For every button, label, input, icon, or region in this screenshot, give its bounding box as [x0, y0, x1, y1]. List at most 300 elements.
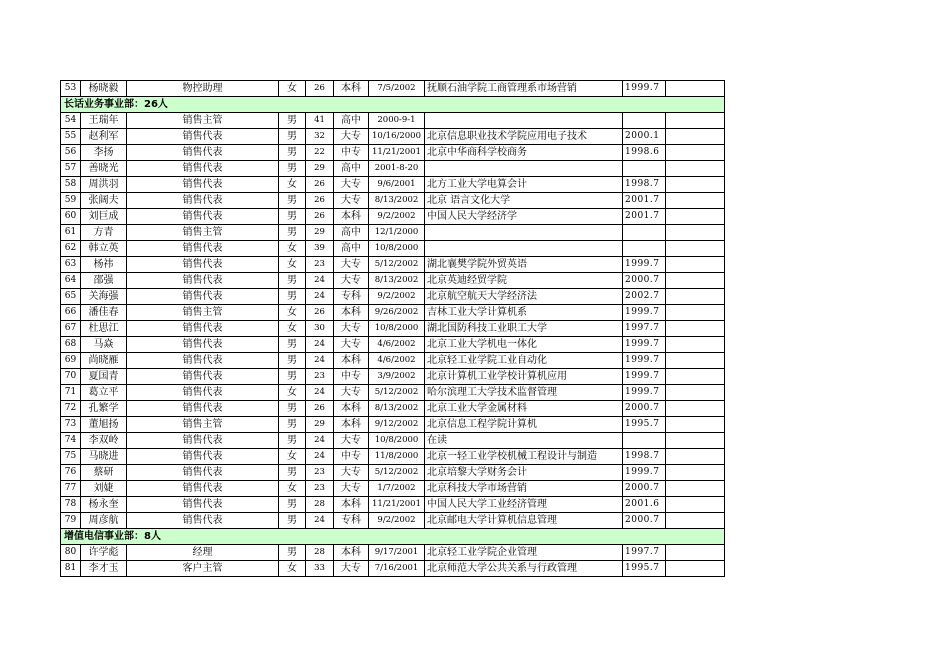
graduation-date-cell[interactable]: 2000.1 — [623, 129, 666, 145]
employee-name-cell[interactable]: 许学彪 — [81, 545, 127, 561]
empty-cell[interactable] — [666, 321, 725, 337]
school-major-cell[interactable]: 北京计算机工业学校计算机应用 — [425, 369, 623, 385]
gender-cell[interactable]: 男 — [279, 545, 306, 561]
job-title-cell[interactable]: 销售代表 — [127, 257, 279, 273]
education-level-cell[interactable]: 大专 — [334, 337, 369, 353]
gender-cell[interactable]: 女 — [279, 321, 306, 337]
job-title-cell[interactable]: 销售代表 — [127, 129, 279, 145]
job-title-cell[interactable]: 销售代表 — [127, 513, 279, 529]
job-title-cell[interactable]: 销售代表 — [127, 209, 279, 225]
age-cell[interactable]: 41 — [306, 113, 334, 129]
hire-date-cell[interactable]: 10/8/2000 — [369, 321, 425, 337]
gender-cell[interactable]: 男 — [279, 113, 306, 129]
gender-cell[interactable]: 男 — [279, 161, 306, 177]
school-major-cell[interactable]: 在读 — [425, 433, 623, 449]
job-title-cell[interactable]: 销售代表 — [127, 401, 279, 417]
job-title-cell[interactable]: 销售代表 — [127, 465, 279, 481]
employee-name-cell[interactable]: 尚晓雁 — [81, 353, 127, 369]
graduation-date-cell[interactable]: 1997.7 — [623, 545, 666, 561]
table-row — [61, 561, 725, 577]
employee-name-cell[interactable]: 杨祎 — [81, 257, 127, 273]
education-level-cell[interactable]: 本科 — [334, 401, 369, 417]
graduation-date-cell[interactable]: 2000.7 — [623, 273, 666, 289]
empty-cell[interactable] — [666, 193, 725, 209]
age-cell[interactable]: 22 — [306, 145, 334, 161]
hire-date-cell[interactable]: 9/26/2002 — [369, 305, 425, 321]
graduation-date-cell[interactable]: 1995.7 — [623, 561, 666, 577]
education-level-cell[interactable]: 本科 — [334, 81, 369, 97]
hire-date-cell[interactable]: 2001-8-20 — [369, 161, 425, 177]
gender-cell[interactable]: 女 — [279, 257, 306, 273]
empty-cell[interactable] — [666, 433, 725, 449]
empty-cell[interactable] — [666, 81, 725, 97]
job-title-cell[interactable]: 销售主管 — [127, 417, 279, 433]
age-cell[interactable]: 23 — [306, 465, 334, 481]
school-major-cell[interactable]: 北京师范大学公共关系与行政管理 — [425, 561, 623, 577]
employee-name-cell[interactable]: 王瑞年 — [81, 113, 127, 129]
graduation-date-cell[interactable] — [623, 225, 666, 241]
empty-cell[interactable] — [666, 305, 725, 321]
school-major-cell[interactable]: 北京 语言文化大学 — [425, 193, 623, 209]
empty-cell[interactable] — [666, 113, 725, 129]
age-cell[interactable]: 24 — [306, 273, 334, 289]
graduation-date-cell[interactable] — [623, 433, 666, 449]
education-level-cell[interactable]: 大专 — [334, 561, 369, 577]
row-number-cell[interactable]: 79 — [61, 513, 81, 529]
education-level-cell[interactable]: 本科 — [334, 305, 369, 321]
school-major-cell[interactable]: 北京航空航天大学经济法 — [425, 289, 623, 305]
empty-cell[interactable] — [666, 465, 725, 481]
row-number-cell[interactable]: 77 — [61, 481, 81, 497]
employee-name-cell[interactable]: 马晓进 — [81, 449, 127, 465]
age-cell[interactable]: 24 — [306, 513, 334, 529]
row-number-cell[interactable]: 72 — [61, 401, 81, 417]
job-title-cell[interactable]: 销售代表 — [127, 481, 279, 497]
gender-cell[interactable]: 男 — [279, 193, 306, 209]
hire-date-cell[interactable]: 1/7/2002 — [369, 481, 425, 497]
empty-cell[interactable] — [666, 177, 725, 193]
row-number-cell[interactable]: 62 — [61, 241, 81, 257]
age-cell[interactable]: 33 — [306, 561, 334, 577]
job-title-cell[interactable]: 销售主管 — [127, 113, 279, 129]
job-title-cell[interactable]: 销售代表 — [127, 497, 279, 513]
school-major-cell[interactable]: 北京工业大学金属材料 — [425, 401, 623, 417]
education-level-cell[interactable]: 本科 — [334, 209, 369, 225]
table-row — [61, 385, 725, 401]
table-row — [61, 497, 725, 513]
school-major-cell[interactable]: 北京信息工程学院计算机 — [425, 417, 623, 433]
education-level-cell[interactable]: 高中 — [334, 241, 369, 257]
hire-date-cell[interactable]: 4/6/2002 — [369, 353, 425, 369]
gender-cell[interactable]: 男 — [279, 145, 306, 161]
education-level-cell[interactable]: 大专 — [334, 129, 369, 145]
education-level-cell[interactable]: 大专 — [334, 321, 369, 337]
school-major-cell[interactable]: 北京一轻工业学校机械工程设计与制造 — [425, 449, 623, 465]
graduation-date-cell[interactable]: 1999.7 — [623, 369, 666, 385]
education-level-cell[interactable]: 大专 — [334, 257, 369, 273]
job-title-cell[interactable]: 销售代表 — [127, 273, 279, 289]
age-cell[interactable]: 23 — [306, 481, 334, 497]
employee-name-cell[interactable]: 周洪羽 — [81, 177, 127, 193]
row-number-cell[interactable]: 66 — [61, 305, 81, 321]
age-cell[interactable]: 26 — [306, 401, 334, 417]
hire-date-cell[interactable]: 10/16/2000 — [369, 129, 425, 145]
job-title-cell[interactable]: 销售代表 — [127, 353, 279, 369]
school-major-cell[interactable]: 湖北襄樊学院外贸英语 — [425, 257, 623, 273]
school-major-cell[interactable]: 抚顺石油学院工商管理系市场营销 — [425, 81, 623, 97]
age-cell[interactable]: 26 — [306, 177, 334, 193]
education-level-cell[interactable]: 大专 — [334, 433, 369, 449]
empty-cell[interactable] — [666, 209, 725, 225]
hire-date-cell[interactable]: 5/12/2002 — [369, 385, 425, 401]
empty-cell[interactable] — [666, 561, 725, 577]
school-major-cell[interactable]: 北京邮电大学计算机信息管理 — [425, 513, 623, 529]
graduation-date-cell[interactable] — [623, 161, 666, 177]
employee-name-cell[interactable]: 葛立平 — [81, 385, 127, 401]
school-major-cell[interactable] — [425, 241, 623, 257]
table-row — [61, 369, 725, 385]
gender-cell[interactable]: 男 — [279, 417, 306, 433]
table-row — [61, 481, 725, 497]
empty-cell[interactable] — [666, 241, 725, 257]
job-title-cell[interactable]: 经理 — [127, 545, 279, 561]
school-major-cell[interactable]: 北京英迪经贸学院 — [425, 273, 623, 289]
hire-date-cell[interactable]: 8/13/2002 — [369, 273, 425, 289]
job-title-cell[interactable]: 销售代表 — [127, 369, 279, 385]
employee-name-cell[interactable]: 董旭扬 — [81, 417, 127, 433]
job-title-cell[interactable]: 销售代表 — [127, 385, 279, 401]
gender-cell[interactable]: 男 — [279, 433, 306, 449]
education-level-cell[interactable]: 本科 — [334, 545, 369, 561]
graduation-date-cell[interactable]: 1995.7 — [623, 417, 666, 433]
age-cell[interactable]: 26 — [306, 193, 334, 209]
employee-name-cell[interactable]: 孔繁学 — [81, 401, 127, 417]
empty-cell[interactable] — [666, 129, 725, 145]
hire-date-cell[interactable]: 10/8/2000 — [369, 433, 425, 449]
graduation-date-cell[interactable]: 1997.7 — [623, 321, 666, 337]
age-cell[interactable]: 24 — [306, 433, 334, 449]
education-level-cell[interactable]: 高中 — [334, 225, 369, 241]
hire-date-cell[interactable]: 7/5/2002 — [369, 81, 425, 97]
row-number-cell[interactable]: 80 — [61, 545, 81, 561]
hire-date-cell[interactable]: 9/2/2002 — [369, 289, 425, 305]
job-title-cell[interactable]: 销售代表 — [127, 321, 279, 337]
age-cell[interactable]: 24 — [306, 289, 334, 305]
gender-cell[interactable]: 女 — [279, 561, 306, 577]
row-number-cell[interactable]: 63 — [61, 257, 81, 273]
school-major-cell[interactable]: 北京科技大学市场营销 — [425, 481, 623, 497]
empty-cell[interactable] — [666, 401, 725, 417]
age-cell[interactable]: 23 — [306, 257, 334, 273]
job-title-cell[interactable]: 销售主管 — [127, 305, 279, 321]
row-number-cell[interactable]: 58 — [61, 177, 81, 193]
job-title-cell[interactable]: 销售代表 — [127, 337, 279, 353]
education-level-cell[interactable]: 大专 — [334, 465, 369, 481]
employee-name-cell[interactable]: 杨永奎 — [81, 497, 127, 513]
employee-name-cell[interactable]: 刘婕 — [81, 481, 127, 497]
age-cell[interactable]: 26 — [306, 305, 334, 321]
hire-date-cell[interactable]: 3/9/2002 — [369, 369, 425, 385]
gender-cell[interactable]: 男 — [279, 513, 306, 529]
age-cell[interactable]: 24 — [306, 337, 334, 353]
gender-cell[interactable]: 女 — [279, 177, 306, 193]
graduation-date-cell[interactable]: 2000.7 — [623, 481, 666, 497]
age-cell[interactable]: 24 — [306, 385, 334, 401]
gender-cell[interactable]: 女 — [279, 305, 306, 321]
hire-date-cell[interactable]: 9/2/2002 — [369, 209, 425, 225]
employee-name-cell[interactable]: 潘佳春 — [81, 305, 127, 321]
hire-date-cell[interactable]: 8/13/2002 — [369, 401, 425, 417]
department-label[interactable]: 长话业务事业部：26人 — [61, 97, 725, 113]
gender-cell[interactable]: 男 — [279, 353, 306, 369]
education-level-cell[interactable]: 大专 — [334, 385, 369, 401]
hire-date-cell[interactable]: 10/8/2000 — [369, 241, 425, 257]
education-level-cell[interactable]: 大专 — [334, 273, 369, 289]
graduation-date-cell[interactable]: 2000.7 — [623, 513, 666, 529]
row-number-cell[interactable]: 70 — [61, 369, 81, 385]
row-number-cell[interactable]: 65 — [61, 289, 81, 305]
gender-cell[interactable]: 男 — [279, 465, 306, 481]
school-major-cell[interactable]: 北方工业大学电算会计 — [425, 177, 623, 193]
row-number-cell[interactable]: 67 — [61, 321, 81, 337]
graduation-date-cell[interactable]: 1999.7 — [623, 337, 666, 353]
table-row — [61, 129, 725, 145]
row-number-cell[interactable]: 61 — [61, 225, 81, 241]
education-level-cell[interactable]: 本科 — [334, 497, 369, 513]
hire-date-cell[interactable]: 8/13/2002 — [369, 193, 425, 209]
row-number-cell[interactable]: 75 — [61, 449, 81, 465]
row-number-cell[interactable]: 78 — [61, 497, 81, 513]
gender-cell[interactable]: 男 — [279, 273, 306, 289]
education-level-cell[interactable]: 专科 — [334, 289, 369, 305]
empty-cell[interactable] — [666, 385, 725, 401]
empty-cell[interactable] — [666, 545, 725, 561]
education-level-cell[interactable]: 本科 — [334, 417, 369, 433]
age-cell[interactable]: 23 — [306, 369, 334, 385]
school-major-cell[interactable]: 北京工业大学机电一体化 — [425, 337, 623, 353]
row-number-cell[interactable]: 56 — [61, 145, 81, 161]
row-number-cell[interactable]: 53 — [61, 81, 81, 97]
gender-cell[interactable]: 男 — [279, 369, 306, 385]
gender-cell[interactable]: 女 — [279, 241, 306, 257]
school-major-cell[interactable] — [425, 113, 623, 129]
age-cell[interactable]: 30 — [306, 321, 334, 337]
gender-cell[interactable]: 男 — [279, 497, 306, 513]
hire-date-cell[interactable]: 7/16/2001 — [369, 561, 425, 577]
empty-cell[interactable] — [666, 273, 725, 289]
employee-name-cell[interactable]: 刘巨成 — [81, 209, 127, 225]
empty-cell[interactable] — [666, 289, 725, 305]
employee-name-cell[interactable]: 周彦航 — [81, 513, 127, 529]
graduation-date-cell[interactable]: 2000.7 — [623, 401, 666, 417]
job-title-cell[interactable]: 销售代表 — [127, 145, 279, 161]
school-major-cell[interactable]: 北京信息职业技术学院应用电子技术 — [425, 129, 623, 145]
employee-name-cell[interactable]: 杨晓毅 — [81, 81, 127, 97]
gender-cell[interactable]: 女 — [279, 385, 306, 401]
hire-date-cell[interactable]: 9/2/2002 — [369, 513, 425, 529]
school-major-cell[interactable]: 湖北国防科技工业职工大学 — [425, 321, 623, 337]
gender-cell[interactable]: 男 — [279, 129, 306, 145]
job-title-cell[interactable]: 销售代表 — [127, 289, 279, 305]
gender-cell[interactable]: 男 — [279, 401, 306, 417]
employee-name-cell[interactable]: 李扬 — [81, 145, 127, 161]
graduation-date-cell[interactable]: 2002.7 — [623, 289, 666, 305]
gender-cell[interactable]: 男 — [279, 209, 306, 225]
age-cell[interactable]: 28 — [306, 497, 334, 513]
row-number-cell[interactable]: 64 — [61, 273, 81, 289]
age-cell[interactable]: 29 — [306, 161, 334, 177]
age-cell[interactable]: 24 — [306, 353, 334, 369]
education-level-cell[interactable]: 高中 — [334, 161, 369, 177]
graduation-date-cell[interactable]: 1999.7 — [623, 385, 666, 401]
hire-date-cell[interactable]: 4/6/2002 — [369, 337, 425, 353]
education-level-cell[interactable]: 大专 — [334, 177, 369, 193]
job-title-cell[interactable]: 销售代表 — [127, 241, 279, 257]
empty-cell[interactable] — [666, 353, 725, 369]
empty-cell[interactable] — [666, 417, 725, 433]
education-level-cell[interactable]: 中专 — [334, 449, 369, 465]
hire-date-cell[interactable]: 9/17/2001 — [369, 545, 425, 561]
graduation-date-cell[interactable]: 1998.6 — [623, 145, 666, 161]
graduation-date-cell[interactable] — [623, 241, 666, 257]
row-number-cell[interactable]: 73 — [61, 417, 81, 433]
row-number-cell[interactable]: 76 — [61, 465, 81, 481]
school-major-cell[interactable]: 北京中华商科学校商务 — [425, 145, 623, 161]
empty-cell[interactable] — [666, 369, 725, 385]
graduation-date-cell[interactable]: 2001.7 — [623, 209, 666, 225]
hire-date-cell[interactable]: 5/12/2002 — [369, 257, 425, 273]
age-cell[interactable]: 29 — [306, 225, 334, 241]
job-title-cell[interactable]: 销售代表 — [127, 449, 279, 465]
hire-date-cell[interactable]: 2000-9-1 — [369, 113, 425, 129]
row-number-cell[interactable]: 57 — [61, 161, 81, 177]
employee-name-cell[interactable]: 关海强 — [81, 289, 127, 305]
job-title-cell[interactable]: 客户主管 — [127, 561, 279, 577]
hire-date-cell[interactable]: 11/21/2001 — [369, 145, 425, 161]
hire-date-cell[interactable]: 11/21/2001 — [369, 497, 425, 513]
school-major-cell[interactable] — [425, 161, 623, 177]
row-number-cell[interactable]: 68 — [61, 337, 81, 353]
education-level-cell[interactable]: 中专 — [334, 145, 369, 161]
age-cell[interactable]: 26 — [306, 209, 334, 225]
empty-cell[interactable] — [666, 225, 725, 241]
gender-cell[interactable]: 男 — [279, 337, 306, 353]
school-major-cell[interactable]: 吉林工业大学计算机系 — [425, 305, 623, 321]
age-cell[interactable]: 29 — [306, 417, 334, 433]
graduation-date-cell[interactable]: 1998.7 — [623, 177, 666, 193]
education-level-cell[interactable]: 本科 — [334, 353, 369, 369]
empty-cell[interactable] — [666, 449, 725, 465]
employee-name-cell[interactable]: 蔡研 — [81, 465, 127, 481]
school-major-cell[interactable]: 中国人民大学工业经济管理 — [425, 497, 623, 513]
gender-cell[interactable]: 女 — [279, 81, 306, 97]
school-major-cell[interactable]: 北京轻工业学院工业自动化 — [425, 353, 623, 369]
job-title-cell[interactable]: 销售主管 — [127, 225, 279, 241]
hire-date-cell[interactable]: 12/1/2000 — [369, 225, 425, 241]
graduation-date-cell[interactable] — [623, 113, 666, 129]
gender-cell[interactable]: 女 — [279, 449, 306, 465]
education-level-cell[interactable]: 专科 — [334, 513, 369, 529]
job-title-cell[interactable]: 物控助理 — [127, 81, 279, 97]
employee-name-cell[interactable]: 马焱 — [81, 337, 127, 353]
gender-cell[interactable]: 女 — [279, 481, 306, 497]
row-number-cell[interactable]: 60 — [61, 209, 81, 225]
table-row — [61, 465, 725, 481]
education-level-cell[interactable]: 高中 — [334, 113, 369, 129]
employee-name-cell[interactable]: 张阔夫 — [81, 193, 127, 209]
row-number-cell[interactable]: 69 — [61, 353, 81, 369]
staff-table — [60, 80, 725, 577]
school-major-cell[interactable]: 北京培黎大学财务会计 — [425, 465, 623, 481]
empty-cell[interactable] — [666, 481, 725, 497]
empty-cell[interactable] — [666, 161, 725, 177]
empty-cell[interactable] — [666, 513, 725, 529]
row-number-cell[interactable]: 59 — [61, 193, 81, 209]
employee-name-cell[interactable]: 夏国青 — [81, 369, 127, 385]
graduation-date-cell[interactable]: 1999.7 — [623, 257, 666, 273]
school-major-cell[interactable]: 北京轻工业学院企业管理 — [425, 545, 623, 561]
school-major-cell[interactable]: 哈尔滨理工大学技术监督管理 — [425, 385, 623, 401]
employee-name-cell[interactable]: 邵强 — [81, 273, 127, 289]
hire-date-cell[interactable]: 9/6/2001 — [369, 177, 425, 193]
age-cell[interactable]: 24 — [306, 449, 334, 465]
employee-name-cell[interactable]: 李双岭 — [81, 433, 127, 449]
age-cell[interactable]: 26 — [306, 81, 334, 97]
gender-cell[interactable]: 男 — [279, 225, 306, 241]
job-title-cell[interactable]: 销售代表 — [127, 177, 279, 193]
empty-cell[interactable] — [666, 145, 725, 161]
employee-name-cell[interactable]: 赵利军 — [81, 129, 127, 145]
age-cell[interactable]: 32 — [306, 129, 334, 145]
employee-name-cell[interactable]: 杜思江 — [81, 321, 127, 337]
empty-cell[interactable] — [666, 257, 725, 273]
gender-cell[interactable]: 男 — [279, 289, 306, 305]
hire-date-cell[interactable]: 9/12/2002 — [369, 417, 425, 433]
row-number-cell[interactable]: 54 — [61, 113, 81, 129]
row-number-cell[interactable]: 81 — [61, 561, 81, 577]
empty-cell[interactable] — [666, 337, 725, 353]
graduation-date-cell[interactable]: 1998.7 — [623, 449, 666, 465]
employee-name-cell[interactable]: 善晓光 — [81, 161, 127, 177]
age-cell[interactable]: 39 — [306, 241, 334, 257]
school-major-cell[interactable] — [425, 225, 623, 241]
age-cell[interactable]: 28 — [306, 545, 334, 561]
hire-date-cell[interactable]: 5/12/2002 — [369, 465, 425, 481]
hire-date-cell[interactable]: 11/8/2000 — [369, 449, 425, 465]
education-level-cell[interactable]: 中专 — [334, 369, 369, 385]
job-title-cell[interactable]: 销售代表 — [127, 161, 279, 177]
row-number-cell[interactable]: 71 — [61, 385, 81, 401]
employee-name-cell[interactable]: 李才玉 — [81, 561, 127, 577]
job-title-cell[interactable]: 销售代表 — [127, 193, 279, 209]
job-title-cell[interactable]: 销售代表 — [127, 433, 279, 449]
school-major-cell[interactable]: 中国人民大学经济学 — [425, 209, 623, 225]
employee-name-cell[interactable]: 方青 — [81, 225, 127, 241]
graduation-date-cell[interactable]: 1999.7 — [623, 81, 666, 97]
graduation-date-cell[interactable]: 2001.6 — [623, 497, 666, 513]
graduation-date-cell[interactable]: 1999.7 — [623, 305, 666, 321]
employee-name-cell[interactable]: 韩立英 — [81, 241, 127, 257]
graduation-date-cell[interactable]: 2001.7 — [623, 193, 666, 209]
graduation-date-cell[interactable]: 1999.7 — [623, 353, 666, 369]
education-level-cell[interactable]: 大专 — [334, 193, 369, 209]
row-number-cell[interactable]: 55 — [61, 129, 81, 145]
row-number-cell[interactable]: 74 — [61, 433, 81, 449]
empty-cell[interactable] — [666, 497, 725, 513]
education-level-cell[interactable]: 大专 — [334, 481, 369, 497]
department-label[interactable]: 增值电信事业部：8人 — [61, 529, 725, 545]
graduation-date-cell[interactable]: 1999.7 — [623, 465, 666, 481]
